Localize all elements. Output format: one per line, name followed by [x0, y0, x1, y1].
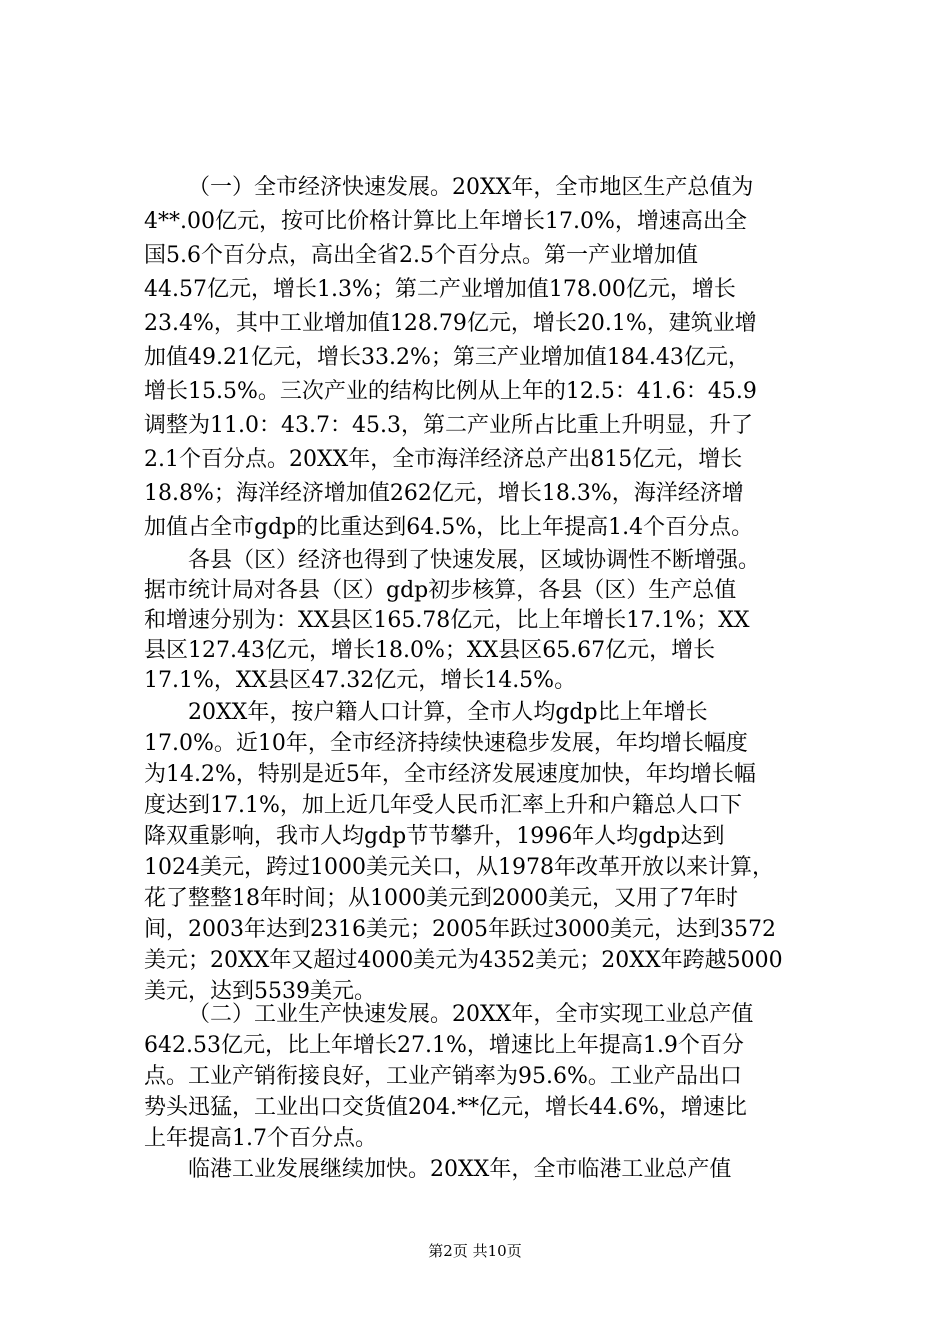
paragraph-1-line-10: 18.8%；海洋经济增加值262亿元，增长18.3%，海洋经济增: [144, 481, 744, 506]
paragraph-3-line-1: 20XX年，按户籍人口计算，全市人均gdp比上年增长: [188, 700, 708, 725]
paragraph-4-line-2: 642.53亿元，比上年增长27.1%，增速比上年提高1.9个百分: [144, 1033, 744, 1058]
paragraph-1-line-3: 国5.6个百分点，高出全省2.5个百分点。第一产业增加值: [144, 243, 698, 268]
paragraph-3-line-3: 为14.2%，特别是近5年，全市经济发展速度加快，年均增长幅: [144, 762, 756, 787]
paragraph-1-line-11: 加值占全市gdp的比重达到64.5%，比上年提高1.4个百分点。: [144, 515, 754, 540]
paragraph-4-line-5: 上年提高1.7个百分点。: [144, 1126, 377, 1151]
paragraph-3-line-10: 美元，达到5539美元。: [144, 979, 376, 1004]
paragraph-4-line-1: （二）工业生产快速发展。20XX年，全市实现工业总产值: [188, 1002, 754, 1027]
paragraph-2-line-5: 17.1%，XX县区47.32亿元，增长14.5%。: [144, 668, 577, 693]
paragraph-2-line-2: 据市统计局对各县（区）gdp初步核算，各县（区）生产总值: [144, 578, 737, 603]
paragraph-5-line-1: 临港工业发展继续加快。20XX年，全市临港工业总产值: [188, 1157, 732, 1182]
page-footer: 第2页 共10页: [428, 1242, 522, 1260]
paragraph-3-line-5: 降双重影响，我市人均gdp节节攀升，1996年人均gdp达到: [144, 824, 725, 849]
paragraph-4-line-4: 势头迅猛，工业出口交货值204.**亿元，增长44.6%，增速比: [144, 1095, 747, 1120]
paragraph-1-line-6: 加值49.21亿元，增长33.2%；第三产业增加值184.43亿元，: [144, 345, 750, 370]
paragraph-1-line-5: 23.4%，其中工业增加值128.79亿元，增长20.1%，建筑业增: [144, 311, 757, 336]
paragraph-3-line-9: 美元；20XX年又超过4000美元为4352美元；20XX年跨越5000: [144, 948, 783, 973]
paragraph-1-line-9: 2.1个百分点。20XX年，全市海洋经济总产出815亿元，增长: [144, 447, 743, 472]
paragraph-1-line-8: 调整为11.0：43.7：45.3，第二产业所占比重上升明显，升了: [144, 413, 753, 438]
paragraph-3-line-8: 间，2003年达到2316美元；2005年跃过3000美元，达到3572: [144, 917, 776, 942]
paragraph-1-line-2: 4**.00亿元，按可比价格计算比上年增长17.0%，增速高出全: [144, 209, 747, 234]
paragraph-3-line-4: 度达到17.1%，加上近几年受人民币汇率上升和户籍总人口下: [144, 793, 742, 818]
paragraph-1-line-7: 增长15.5%。三次产业的结构比例从上年的12.5：41.6：45.9: [144, 379, 757, 404]
paragraph-2-line-1: 各县（区）经济也得到了快速发展，区域协调性不断增强。: [188, 548, 761, 573]
paragraph-1-line-1: （一）全市经济快速发展。20XX年，全市地区生产总值为: [188, 175, 754, 200]
paragraph-4-line-3: 点。工业产销衔接良好，工业产销率为95.6%。工业产品出口: [144, 1064, 742, 1089]
paragraph-3-line-7: 花了整整18年时间；从1000美元到2000美元，又用了7年时: [144, 886, 738, 911]
paragraph-2-line-4: 县区127.43亿元，增长18.0%；XX县区65.67亿元，增长: [144, 638, 716, 663]
paragraph-3-line-6: 1024美元，跨过1000美元关口，从1978年改革开放以来计算，: [144, 855, 774, 880]
paragraph-1-line-4: 44.57亿元，增长1.3%；第二产业增加值178.00亿元，增长: [144, 277, 736, 302]
paragraph-2-line-3: 和增速分别为：XX县区165.78亿元，比上年增长17.1%；XX: [144, 608, 750, 633]
paragraph-3-line-2: 17.0%。近10年，全市经济持续快速稳步发展，年均增长幅度: [144, 731, 748, 756]
